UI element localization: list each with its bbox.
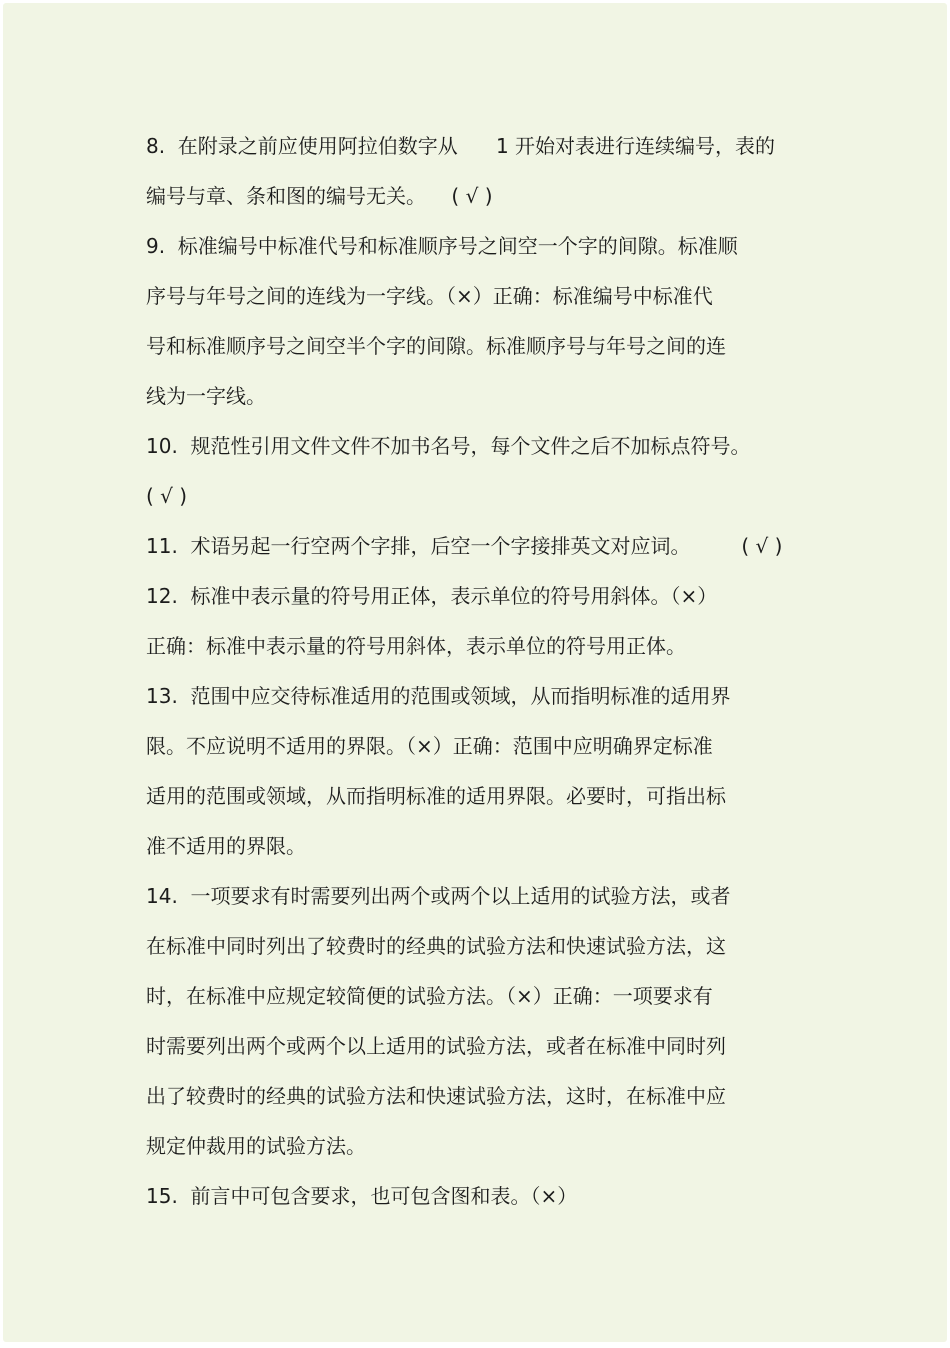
- text-line-18: 时，在标准中应规定较简便的试验方法。（×）正确：一项要求有: [146, 984, 713, 1008]
- text-line-20: 出了较费时的经典的试验方法和快速试验方法，这时，在标准中应: [146, 1084, 726, 1108]
- text-line-12: 13. 范围中应交待标准适用的范围或领域，从而指明标准的适用界: [146, 684, 731, 708]
- text-line-21: 规定仲裁用的试验方法。: [146, 1134, 366, 1158]
- text-line-13: 限。不应说明不适用的界限。（×）正确：范围中应明确界定标准: [146, 734, 713, 758]
- text-line-2: 编号与章、条和图的编号无关。 ( √ ): [146, 184, 493, 208]
- text-line-11: 正确：标准中表示量的符号用斜体，表示单位的符号用正体。: [146, 634, 686, 658]
- text-line-1: 8. 在附录之前应使用阿拉伯数字从 1 开始对表进行连续编号，表的: [146, 134, 776, 158]
- text-line-14: 适用的范围或领域，从而指明标准的适用界限。必要时，可指出标: [146, 784, 726, 808]
- text-line-6: 线为一字线。: [146, 384, 266, 408]
- text-line-19: 时需要列出两个或两个以上适用的试验方法，或者在标准中同时列: [146, 1034, 726, 1058]
- text-line-10: 12. 标准中表示量的符号用正体，表示单位的符号用斜体。（×）: [146, 584, 718, 608]
- page-content: [146, 121, 846, 1221]
- text-line-9: 11. 术语另起一行空两个字排，后空一个字接排英文对应词。 ( √ ): [146, 534, 783, 558]
- text-line-15: 准不适用的界限。: [146, 834, 306, 858]
- text-line-3: 9. 标准编号中标准代号和标准顺序号之间空一个字的间隙。标准顺: [146, 234, 738, 258]
- text-line-17: 在标准中同时列出了较费时的经典的试验方法和快速试验方法，这: [146, 934, 726, 958]
- text-line-4: 序号与年号之间的连线为一字线。（×）正确：标准编号中标准代: [146, 284, 713, 308]
- text-line-7: 10. 规范性引用文件文件不加书名号，每个文件之后不加标点符号。: [146, 434, 751, 458]
- text-line-16: 14. 一项要求有时需要列出两个或两个以上适用的试验方法，或者: [146, 884, 731, 908]
- text-line-5: 号和标准顺序号之间空半个字的间隙。标准顺序号与年号之间的连: [146, 334, 726, 358]
- document-page: [3, 3, 947, 1342]
- text-line-8: ( √ ): [146, 484, 188, 508]
- text-line-22: 15. 前言中可包含要求，也可包含图和表。（×）: [146, 1184, 578, 1208]
